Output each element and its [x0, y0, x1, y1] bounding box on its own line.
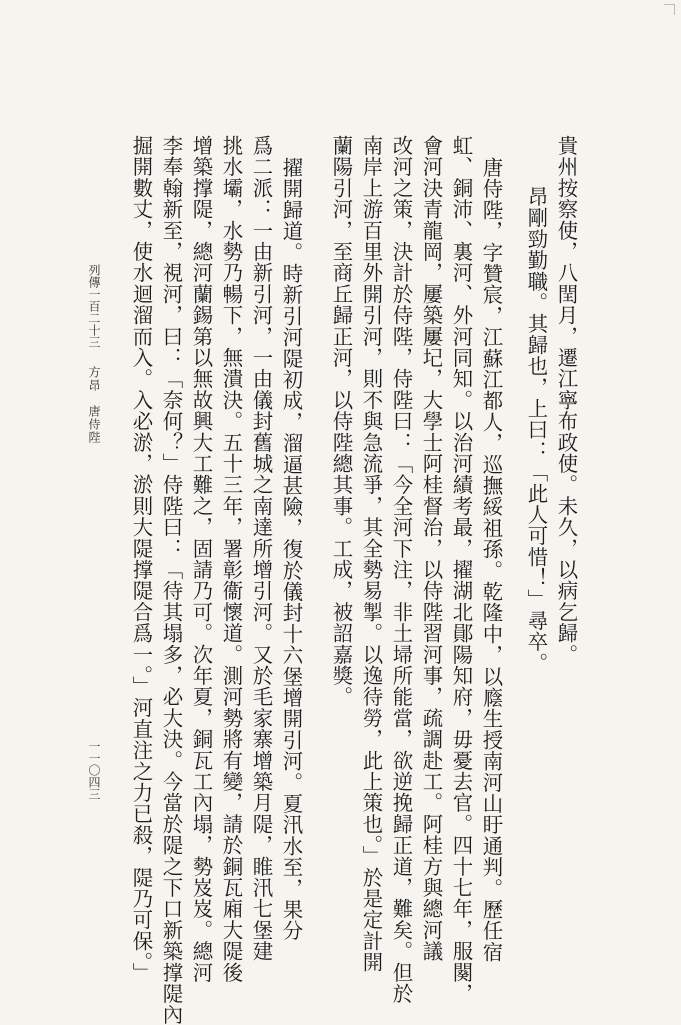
- text-column-14: 掘開數丈，使水迴溜而入。入必淤，淤則大隄撑隄合爲一。」河直注之力已殺，隄乃可保。」: [129, 135, 154, 984]
- footer-volume: 列傳一百二十三: [87, 264, 101, 348]
- text-column-10: 爲二派：一由新引河，一由儀封舊城之南達所增引河。又於毛家寨增築月隄，睢汛七堡建: [249, 135, 274, 962]
- text-column-11: 挑水壩，水勢乃暢下，無潰決。五十三年，署彰衞懷道。測河勢將有變，請於銅瓦廂大隄後: [219, 135, 244, 983]
- text-column-4: 虹、銅沛、裏河、外河同知。以治河績考最，擢湖北鄖陽知府，毋憂去官。四十七年，服闋，: [449, 135, 474, 1005]
- text-column-7: 南岸上游百里外開引河，則不與急流爭，其全勢易掣。以逸待勞，此上策也。」於是定計開: [359, 135, 384, 973]
- text-column-5: 會河決青龍岡，屢築屢圮，大學士阿桂督治，以侍陛習河事，疏調赴工。阿桂方與總河議: [419, 135, 444, 962]
- footer-names: 方昂 唐侍陛: [87, 366, 101, 444]
- text-column-8: 蘭陽引河，至商丘歸正河，以侍陛總其事。工成，被詔嘉獎。: [329, 135, 354, 708]
- text-column-1: 貴州按察使，八閏月，遷江寧布政使。未久，以病乞歸。: [554, 135, 579, 665]
- corner-mark: [664, 4, 675, 15]
- text-column-6: 改河之策，決計於侍陛，侍陛曰：「今全河下注，非土埽所能當，欲逆挽歸正道，難矣。但於: [389, 135, 414, 1005]
- text-column-9: 擢開歸道。時新引河隄初成，溜逼甚險，復於儀封十六堡增開引河。夏汛水至，果分: [279, 157, 304, 942]
- page-number: 一一〇四三: [87, 740, 101, 800]
- text-column-12: 增築撑隄，總河蘭錫第以無故興大工難之，固請乃可。次年夏，銅瓦工內塌，勢岌岌。總河: [189, 135, 214, 983]
- text-column-2: 昂剛勁勤職。其歸也，上曰：「此人可惜！」尋卒。: [524, 186, 549, 674]
- text-column-3: 唐侍陛，字贊宸，江蘇江都人，巡撫綏祖孫。乾隆中，以廕生授南河山盱通判。歷任宿: [479, 157, 504, 963]
- text-column-13: 李奉翰新至，視河，曰：「奈何？」侍陛曰：「待其塌多，必大決。今當於隄之下口新築撑隄內: [159, 135, 184, 1025]
